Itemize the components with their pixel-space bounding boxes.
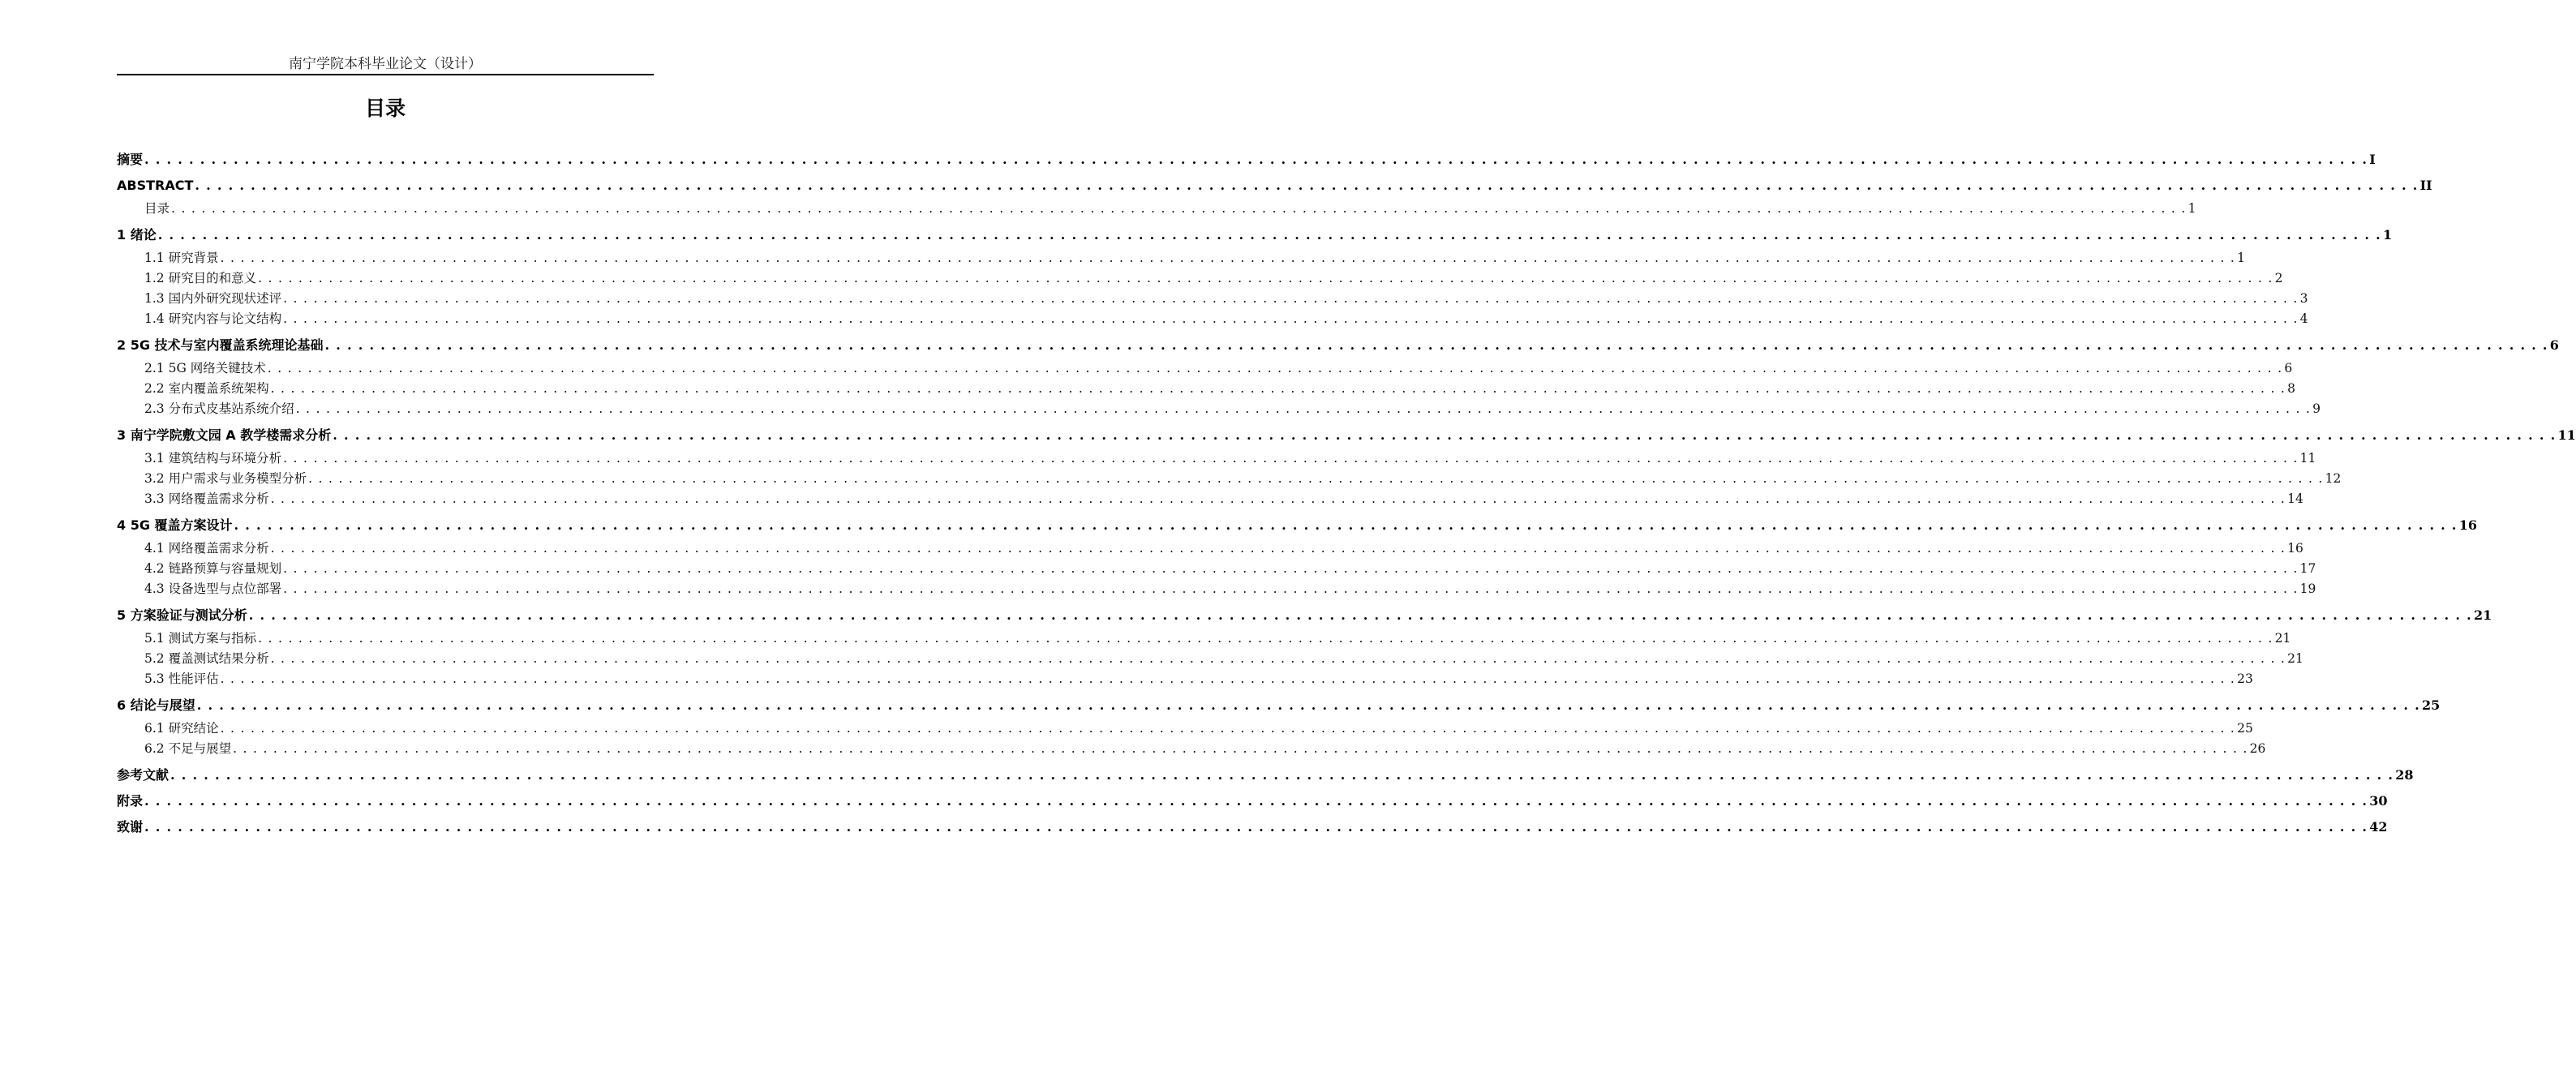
toc-entry-label: 2.1 5G 网络关键技术	[144, 361, 266, 375]
toc-entry-label: 6.2 不足与展望	[144, 741, 232, 756]
toc-entry-chapter[interactable]	[117, 333, 2559, 358]
toc-entry-label: 5.2 覆盖测试结果分析	[144, 651, 269, 666]
toc-entry-label: 致谢	[117, 819, 144, 835]
toc-entry-section[interactable]	[117, 199, 2196, 219]
toc-entry-section[interactable]	[117, 448, 2316, 469]
toc-leader-dots: . . . . . . . . . . . . . . . . . . . . . . . . . . . . . . . . . . . . . . . . . . . . . . . . . . . . . . . . . . . . . . . . . . . . . . . . . . . . . . . . . . . . . . . . . . . . . . . . . . . . . . . . . . . . . . . . . . . . . . . . . . . . . . . . . . . . . . . . . . . . . . . . . . . . . . . . . . . . . . . . . . . . . . . . . . . . . . . . . . . . . . . . . . . . . . . . . . . . . . . .	[258, 631, 2273, 646]
toc-leader-dots: . . . . . . . . . . . . . . . . . . . . . . . . . . . . . . . . . . . . . . . . . . . . . . . . . . . . . . . . . . . . . . . . . . . . . . . . . . . . . . . . . . . . . . . . . . . . . . . . . . . . . . . . . . . . . . . . . . . . . . . . . . . . . . . . . . . . . . . . . . . . . . . . . . . . . . . . . . . . . . . . . . . . . . . . . . . . . . . . . . . . . . . . . . . . . . . . . . . . . . . .	[171, 201, 2187, 216]
toc-entry-page-number: 28	[2395, 767, 2414, 783]
toc-entry-page-number: 25	[2237, 721, 2253, 736]
toc-entry-chapter[interactable]	[117, 423, 2576, 448]
toc-entry-section[interactable]	[117, 268, 2283, 289]
toc-entry-label: 5.3 性能评估	[144, 672, 219, 686]
toc-entry-page-number: 21	[2287, 651, 2303, 666]
toc-entry-page-number: 17	[2299, 561, 2316, 576]
toc-entry-page-number: 11	[2557, 427, 2576, 443]
toc-entry-page-number: I	[2369, 152, 2376, 167]
toc-leader-dots: . . . . . . . . . . . . . . . . . . . . . . . . . . . . . . . . . . . . . . . . . . . . . . . . . . . . . . . . . . . . . . . . . . . . . . . . . . . . . . . . . . . . . . . . . . . . . . . . . . . . . . . . . . . . . . . . . . . . . . . . . . . . . . . . . . . . . . . . . . . . . . . . . . . . . . . . . . . . . . . . . . . . . . . . . . . . . . . . . . . . . . . . . . . . . . . . . . . . . . . .	[220, 251, 2236, 265]
toc-entry-section[interactable]	[117, 669, 2253, 689]
toc-entry-label: 1.2 研究目的和意义	[144, 271, 257, 285]
toc-entry-page-number: 9	[2312, 401, 2321, 416]
toc-entry-label: 4.3 设备选型与点位部署	[144, 581, 282, 596]
toc-entry-page-number: 2	[2274, 271, 2283, 285]
toc-entry-chapter[interactable]	[117, 513, 2478, 539]
table-of-contents	[117, 147, 2576, 840]
toc-entry-chapter[interactable]	[117, 173, 2432, 199]
toc-entry-section[interactable]	[117, 539, 2303, 559]
toc-entry-page-number: 16	[2458, 517, 2478, 533]
toc-entry-page-number: 4	[2299, 311, 2308, 326]
toc-entry-label: 摘要	[117, 152, 144, 167]
toc-leader-dots: . . . . . . . . . . . . . . . . . . . . . . . . . . . . . . . . . . . . . . . . . . . . . . . . . . . . . . . . . . . . . . . . . . . . . . . . . . . . . . . . . . . . . . . . . . . . . . . . . . . . . . . . . . . . . . . . . . . . . . . . . . . . . . . . . . . . . . . . . . . . . . . . . . . . . . . . . . . . . . . . . . . . . . . . . . . . . . . . . . . . . . . . . . . . . . . . . . . . . . . .	[283, 311, 2299, 326]
toc-entry-section[interactable]	[117, 379, 2296, 399]
toc-entry-chapter[interactable]	[117, 603, 2492, 629]
toc-entry-page-number: 19	[2299, 581, 2316, 596]
toc-entry-page-number: 30	[2369, 793, 2388, 809]
toc-leader-dots: . . . . . . . . . . . . . . . . . . . . . . . . . . . . . . . . . . . . . . . . . . . . . . . . . . . . . . . . . . . . . . . . . . . . . . . . . . . . . . . . . . . . . . . . . . . . . . . . . . . . . . . . . . . . . . . . . . . . . . . . . . . . . . . . . . . . . . . . . . . . . . . . . . . . . . . . . . . . . . . . . . . . . . . . . . . . . . . . . . . . . . . . . . . . . . . . . . . . . . . .	[195, 178, 2419, 193]
toc-leader-dots: . . . . . . . . . . . . . . . . . . . . . . . . . . . . . . . . . . . . . . . . . . . . . . . . . . . . . . . . . . . . . . . . . . . . . . . . . . . . . . . . . . . . . . . . . . . . . . . . . . . . . . . . . . . . . . . . . . . . . . . . . . . . . . . . . . . . . . . . . . . . . . . . . . . . . . . . . . . . . . . . . . . . . . . . . . . . . . . . . . . . . . . . . . . . . . . . . . . . . . . .	[270, 381, 2286, 396]
running-header: 南宁学院本科毕业论文（设计）	[289, 56, 482, 72]
toc-entry-label: 目录	[144, 201, 170, 216]
page-title: 目录	[364, 97, 406, 120]
toc-leader-dots: . . . . . . . . . . . . . . . . . . . . . . . . . . . . . . . . . . . . . . . . . . . . . . . . . . . . . . . . . . . . . . . . . . . . . . . . . . . . . . . . . . . . . . . . . . . . . . . . . . . . . . . . . . . . . . . . . . . . . . . . . . . . . . . . . . . . . . . . . . . . . . . . . . . . . . . . . . . . . . . . . . . . . . . . . . . . . . . . . . . . . . . . . . . . . . . . . . . . . . . .	[324, 337, 2548, 353]
toc-entry-section[interactable]	[117, 469, 2342, 489]
toc-entry-page-number: II	[2419, 178, 2432, 193]
toc-entry-label: 3.2 用户需求与业务模型分析	[144, 471, 307, 486]
toc-leader-dots: . . . . . . . . . . . . . . . . . . . . . . . . . . . . . . . . . . . . . . . . . . . . . . . . . . . . . . . . . . . . . . . . . . . . . . . . . . . . . . . . . . . . . . . . . . . . . . . . . . . . . . . . . . . . . . . . . . . . . . . . . . . . . . . . . . . . . . . . . . . . . . . . . . . . . . . . . . . . . . . . . . . . . . . . . . . . . . . . . . . . . . . . . . . . . . . . . . . . . . . .	[283, 451, 2299, 466]
toc-entry-label: 4 5G 覆盖方案设计	[117, 517, 233, 533]
toc-entry-section[interactable]	[117, 489, 2303, 509]
toc-entry-page-number: 14	[2287, 491, 2303, 506]
toc-entry-label: 1.4 研究内容与论文结构	[144, 311, 282, 326]
toc-entry-label: 5 方案验证与测试分析	[117, 607, 247, 623]
toc-leader-dots: . . . . . . . . . . . . . . . . . . . . . . . . . . . . . . . . . . . . . . . . . . . . . . . . . . . . . . . . . . . . . . . . . . . . . . . . . . . . . . . . . . . . . . . . . . . . . . . . . . . . . . . . . . . . . . . . . . . . . . . . . . . . . . . . . . . . . . . . . . . . . . . . . . . . . . . . . . . . . . . . . . . . . . . . . . . . . . . . . . . . . . . . . . . . . . . . . . . . . . . .	[283, 581, 2299, 596]
toc-leader-dots: . . . . . . . . . . . . . . . . . . . . . . . . . . . . . . . . . . . . . . . . . . . . . . . . . . . . . . . . . . . . . . . . . . . . . . . . . . . . . . . . . . . . . . . . . . . . . . . . . . . . . . . . . . . . . . . . . . . . . . . . . . . . . . . . . . . . . . . . . . . . . . . . . . . . . . . . . . . . . . . . . . . . . . . . . . . . . . . . . . . . . . . . . . . . . . . . . . . . . . . .	[170, 767, 2394, 783]
toc-leader-dots: . . . . . . . . . . . . . . . . . . . . . . . . . . . . . . . . . . . . . . . . . . . . . . . . . . . . . . . . . . . . . . . . . . . . . . . . . . . . . . . . . . . . . . . . . . . . . . . . . . . . . . . . . . . . . . . . . . . . . . . . . . . . . . . . . . . . . . . . . . . . . . . . . . . . . . . . . . . . . . . . . . . . . . . . . . . . . . . . . . . . . . . . . . . . . . . . . . . . . . . .	[220, 721, 2236, 736]
toc-entry-chapter[interactable]	[117, 693, 2441, 719]
toc-entry-page-number: 21	[2274, 631, 2291, 646]
toc-leader-dots: . . . . . . . . . . . . . . . . . . . . . . . . . . . . . . . . . . . . . . . . . . . . . . . . . . . . . . . . . . . . . . . . . . . . . . . . . . . . . . . . . . . . . . . . . . . . . . . . . . . . . . . . . . . . . . . . . . . . . . . . . . . . . . . . . . . . . . . . . . . . . . . . . . . . . . . . . . . . . . . . . . . . . . . . . . . . . . . . . . . . . . . . . . . . . . . . . . . . . . . .	[248, 607, 2472, 623]
toc-leader-dots: . . . . . . . . . . . . . . . . . . . . . . . . . . . . . . . . . . . . . . . . . . . . . . . . . . . . . . . . . . . . . . . . . . . . . . . . . . . . . . . . . . . . . . . . . . . . . . . . . . . . . . . . . . . . . . . . . . . . . . . . . . . . . . . . . . . . . . . . . . . . . . . . . . . . . . . . . . . . . . . . . . . . . . . . . . . . . . . . . . . . . . . . . . . . . . . . . . . . . . . .	[283, 291, 2299, 306]
toc-entry-page-number: 25	[2421, 697, 2441, 713]
toc-entry-section[interactable]	[117, 559, 2316, 579]
toc-entry-label: 4.1 网络覆盖需求分析	[144, 541, 269, 556]
toc-entry-page-number: 12	[2325, 471, 2342, 486]
toc-entry-label: 1.3 国内外研究现状述评	[144, 291, 282, 306]
toc-entry-label: 附录	[117, 793, 144, 809]
toc-entry-section[interactable]	[117, 399, 2321, 419]
toc-entry-page-number: 6	[2549, 337, 2559, 353]
toc-entry-page-number: 16	[2287, 541, 2303, 556]
toc-entry-chapter[interactable]	[117, 147, 2376, 173]
toc-entry-label: 3 南宁学院敷文园 A 教学楼需求分析	[117, 427, 332, 443]
toc-entry-label: 6.1 研究结论	[144, 721, 219, 736]
toc-entry-section[interactable]	[117, 248, 2246, 268]
toc-entry-page-number: 1	[2237, 251, 2246, 265]
toc-entry-section[interactable]	[117, 309, 2308, 329]
toc-entry-page-number: 1	[2382, 227, 2393, 242]
toc-entry-page-number: 6	[2284, 361, 2293, 375]
header-rule	[117, 74, 654, 75]
toc-entry-section[interactable]	[117, 649, 2303, 669]
toc-entry-label: 2.3 分布式皮基站系统介绍	[144, 401, 294, 416]
toc-leader-dots: . . . . . . . . . . . . . . . . . . . . . . . . . . . . . . . . . . . . . . . . . . . . . . . . . . . . . . . . . . . . . . . . . . . . . . . . . . . . . . . . . . . . . . . . . . . . . . . . . . . . . . . . . . . . . . . . . . . . . . . . . . . . . . . . . . . . . . . . . . . . . . . . . . . . . . . . . . . . . . . . . . . . . . . . . . . . . . . . . . . . . . . . . . . . . . . . . . . . . . . .	[157, 227, 2381, 242]
toc-entry-label: 5.1 测试方案与指标	[144, 631, 257, 646]
toc-entry-label: 2.2 室内覆盖系统架构	[144, 381, 269, 396]
toc-entry-chapter[interactable]	[117, 814, 2388, 840]
toc-entry-label: 1.1 研究背景	[144, 251, 219, 265]
toc-leader-dots: . . . . . . . . . . . . . . . . . . . . . . . . . . . . . . . . . . . . . . . . . . . . . . . . . . . . . . . . . . . . . . . . . . . . . . . . . . . . . . . . . . . . . . . . . . . . . . . . . . . . . . . . . . . . . . . . . . . . . . . . . . . . . . . . . . . . . . . . . . . . . . . . . . . . . . . . . . . . . . . . . . . . . . . . . . . . . . . . . . . . . . . . . . . . . . . . . . . . . . . .	[258, 271, 2273, 285]
toc-leader-dots: . . . . . . . . . . . . . . . . . . . . . . . . . . . . . . . . . . . . . . . . . . . . . . . . . . . . . . . . . . . . . . . . . . . . . . . . . . . . . . . . . . . . . . . . . . . . . . . . . . . . . . . . . . . . . . . . . . . . . . . . . . . . . . . . . . . . . . . . . . . . . . . . . . . . . . . . . . . . . . . . . . . . . . . . . . . . . . . . . . . . . . . . . . . . . . . . . . . . . . . .	[144, 793, 2368, 809]
toc-leader-dots: . . . . . . . . . . . . . . . . . . . . . . . . . . . . . . . . . . . . . . . . . . . . . . . . . . . . . . . . . . . . . . . . . . . . . . . . . . . . . . . . . . . . . . . . . . . . . . . . . . . . . . . . . . . . . . . . . . . . . . . . . . . . . . . . . . . . . . . . . . . . . . . . . . . . . . . . . . . . . . . . . . . . . . . . . . . . . . . . . . . . . . . . . . . . . . . . . . . . . . . .	[295, 401, 2312, 416]
toc-entry-section[interactable]	[117, 629, 2291, 649]
toc-entry-label: 2 5G 技术与室内覆盖系统理论基础	[117, 337, 324, 353]
toc-entry-page-number: 11	[2299, 451, 2316, 466]
toc-leader-dots: . . . . . . . . . . . . . . . . . . . . . . . . . . . . . . . . . . . . . . . . . . . . . . . . . . . . . . . . . . . . . . . . . . . . . . . . . . . . . . . . . . . . . . . . . . . . . . . . . . . . . . . . . . . . . . . . . . . . . . . . . . . . . . . . . . . . . . . . . . . . . . . . . . . . . . . . . . . . . . . . . . . . . . . . . . . . . . . . . . . . . . . . . . . . . . . . . . . . . . . .	[283, 561, 2299, 576]
toc-entry-label: 6 结论与展望	[117, 697, 195, 713]
toc-entry-page-number: 23	[2237, 672, 2253, 686]
toc-leader-dots: . . . . . . . . . . . . . . . . . . . . . . . . . . . . . . . . . . . . . . . . . . . . . . . . . . . . . . . . . . . . . . . . . . . . . . . . . . . . . . . . . . . . . . . . . . . . . . . . . . . . . . . . . . . . . . . . . . . . . . . . . . . . . . . . . . . . . . . . . . . . . . . . . . . . . . . . . . . . . . . . . . . . . . . . . . . . . . . . . . . . . . . . . . . . . . . . . . . . . . . .	[270, 651, 2286, 666]
toc-entry-section[interactable]	[117, 579, 2316, 599]
toc-leader-dots: . . . . . . . . . . . . . . . . . . . . . . . . . . . . . . . . . . . . . . . . . . . . . . . . . . . . . . . . . . . . . . . . . . . . . . . . . . . . . . . . . . . . . . . . . . . . . . . . . . . . . . . . . . . . . . . . . . . . . . . . . . . . . . . . . . . . . . . . . . . . . . . . . . . . . . . . . . . . . . . . . . . . . . . . . . . . . . . . . . . . . . . . . . . . . . . . . . . . . . . .	[308, 471, 2324, 486]
toc-entry-chapter[interactable]	[117, 762, 2414, 788]
toc-entry-chapter[interactable]	[117, 788, 2388, 814]
toc-entry-section[interactable]	[117, 289, 2308, 309]
toc-leader-dots: . . . . . . . . . . . . . . . . . . . . . . . . . . . . . . . . . . . . . . . . . . . . . . . . . . . . . . . . . . . . . . . . . . . . . . . . . . . . . . . . . . . . . . . . . . . . . . . . . . . . . . . . . . . . . . . . . . . . . . . . . . . . . . . . . . . . . . . . . . . . . . . . . . . . . . . . . . . . . . . . . . . . . . . . . . . . . . . . . . . . . . . . . . . . . . . . . . . . . . . .	[270, 491, 2286, 506]
toc-leader-dots: . . . . . . . . . . . . . . . . . . . . . . . . . . . . . . . . . . . . . . . . . . . . . . . . . . . . . . . . . . . . . . . . . . . . . . . . . . . . . . . . . . . . . . . . . . . . . . . . . . . . . . . . . . . . . . . . . . . . . . . . . . . . . . . . . . . . . . . . . . . . . . . . . . . . . . . . . . . . . . . . . . . . . . . . . . . . . . . . . . . . . . . . . . . . . . . . . . . . . . . .	[270, 541, 2286, 556]
toc-entry-page-number: 26	[2249, 741, 2266, 756]
toc-entry-section[interactable]	[117, 358, 2293, 379]
toc-entry-label: 3.1 建筑结构与环境分析	[144, 451, 282, 466]
toc-entry-label: 参考文献	[117, 767, 170, 783]
toc-entry-label: ABSTRACT	[117, 178, 194, 193]
toc-entry-page-number: 42	[2369, 819, 2388, 835]
toc-leader-dots: . . . . . . . . . . . . . . . . . . . . . . . . . . . . . . . . . . . . . . . . . . . . . . . . . . . . . . . . . . . . . . . . . . . . . . . . . . . . . . . . . . . . . . . . . . . . . . . . . . . . . . . . . . . . . . . . . . . . . . . . . . . . . . . . . . . . . . . . . . . . . . . . . . . . . . . . . . . . . . . . . . . . . . . . . . . . . . . . . . . . . . . . . . . . . . . . . . . . . . . .	[234, 517, 2458, 533]
toc-entry-section[interactable]	[117, 739, 2266, 759]
toc-entry-page-number: 8	[2287, 381, 2296, 396]
toc-leader-dots: . . . . . . . . . . . . . . . . . . . . . . . . . . . . . . . . . . . . . . . . . . . . . . . . . . . . . . . . . . . . . . . . . . . . . . . . . . . . . . . . . . . . . . . . . . . . . . . . . . . . . . . . . . . . . . . . . . . . . . . . . . . . . . . . . . . . . . . . . . . . . . . . . . . . . . . . . . . . . . . . . . . . . . . . . . . . . . . . . . . . . . . . . . . . . . . . . . . . . . . .	[144, 819, 2368, 835]
toc-leader-dots: . . . . . . . . . . . . . . . . . . . . . . . . . . . . . . . . . . . . . . . . . . . . . . . . . . . . . . . . . . . . . . . . . . . . . . . . . . . . . . . . . . . . . . . . . . . . . . . . . . . . . . . . . . . . . . . . . . . . . . . . . . . . . . . . . . . . . . . . . . . . . . . . . . . . . . . . . . . . . . . . . . . . . . . . . . . . . . . . . . . . . . . . . . . . . . . . . . . . . . . .	[233, 741, 2248, 756]
toc-entry-page-number: 3	[2299, 291, 2308, 306]
toc-leader-dots: . . . . . . . . . . . . . . . . . . . . . . . . . . . . . . . . . . . . . . . . . . . . . . . . . . . . . . . . . . . . . . . . . . . . . . . . . . . . . . . . . . . . . . . . . . . . . . . . . . . . . . . . . . . . . . . . . . . . . . . . . . . . . . . . . . . . . . . . . . . . . . . . . . . . . . . . . . . . . . . . . . . . . . . . . . . . . . . . . . . . . . . . . . . . . . . . . . . . . . . .	[196, 697, 2420, 713]
toc-entry-chapter[interactable]	[117, 222, 2393, 248]
toc-leader-dots: . . . . . . . . . . . . . . . . . . . . . . . . . . . . . . . . . . . . . . . . . . . . . . . . . . . . . . . . . . . . . . . . . . . . . . . . . . . . . . . . . . . . . . . . . . . . . . . . . . . . . . . . . . . . . . . . . . . . . . . . . . . . . . . . . . . . . . . . . . . . . . . . . . . . . . . . . . . . . . . . . . . . . . . . . . . . . . . . . . . . . . . . . . . . . . . . . . . . . . . .	[144, 152, 2368, 167]
toc-entry-page-number: 1	[2187, 201, 2196, 216]
toc-entry-label: 3.3 网络覆盖需求分析	[144, 491, 269, 506]
toc-entry-section[interactable]	[117, 719, 2253, 739]
toc-entry-page-number: 21	[2473, 607, 2492, 623]
toc-leader-dots: . . . . . . . . . . . . . . . . . . . . . . . . . . . . . . . . . . . . . . . . . . . . . . . . . . . . . . . . . . . . . . . . . . . . . . . . . . . . . . . . . . . . . . . . . . . . . . . . . . . . . . . . . . . . . . . . . . . . . . . . . . . . . . . . . . . . . . . . . . . . . . . . . . . . . . . . . . . . . . . . . . . . . . . . . . . . . . . . . . . . . . . . . . . . . . . . . . . . . . . .	[267, 361, 2283, 375]
toc-entry-label: 1 绪论	[117, 227, 157, 242]
toc-leader-dots: . . . . . . . . . . . . . . . . . . . . . . . . . . . . . . . . . . . . . . . . . . . . . . . . . . . . . . . . . . . . . . . . . . . . . . . . . . . . . . . . . . . . . . . . . . . . . . . . . . . . . . . . . . . . . . . . . . . . . . . . . . . . . . . . . . . . . . . . . . . . . . . . . . . . . . . . . . . . . . . . . . . . . . . . . . . . . . . . . . . . . . . . . . . . . . . . . . . . . . . .	[220, 672, 2236, 686]
toc-leader-dots: . . . . . . . . . . . . . . . . . . . . . . . . . . . . . . . . . . . . . . . . . . . . . . . . . . . . . . . . . . . . . . . . . . . . . . . . . . . . . . . . . . . . . . . . . . . . . . . . . . . . . . . . . . . . . . . . . . . . . . . . . . . . . . . . . . . . . . . . . . . . . . . . . . . . . . . . . . . . . . . . . . . . . . . . . . . . . . . . . . . . . . . . . . . . . . . . . . . . . . . .	[333, 427, 2557, 443]
toc-entry-label: 4.2 链路预算与容量规划	[144, 561, 282, 576]
